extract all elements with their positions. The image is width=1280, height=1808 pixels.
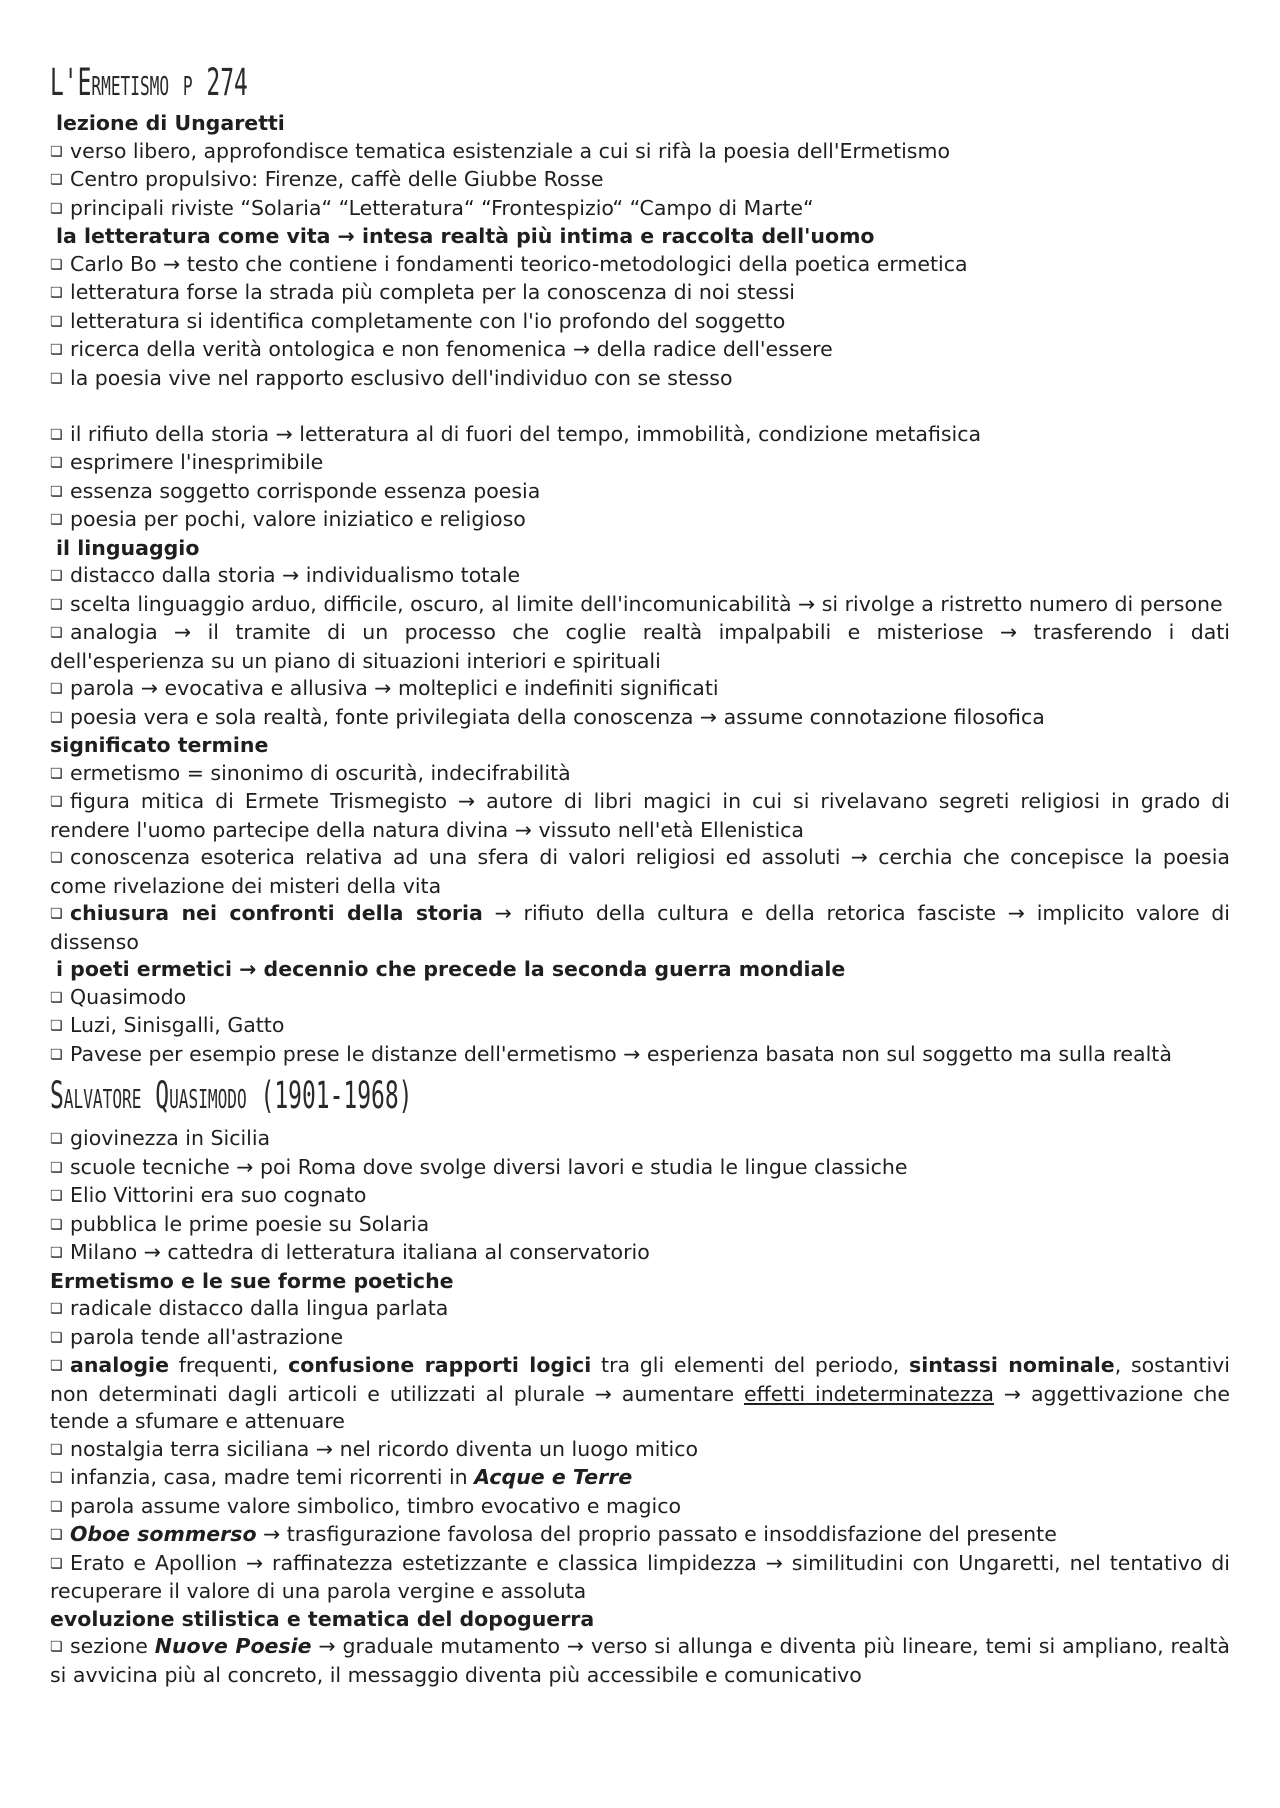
checkbox-bullet-icon: ❏ bbox=[50, 313, 63, 330]
checkbox-bullet-icon: ❏ bbox=[50, 143, 63, 160]
checkbox-bullet-icon: ❏ bbox=[50, 1046, 63, 1063]
checkbox-bullet-icon: ❏ bbox=[50, 483, 63, 500]
list-item: ❏ analogia → il tramite di un processo che coglie realtà impalpabili e misteriose → trasferendo i dati dell'esperienza su un piano di situazioni interiori e spirituali bbox=[50, 620, 1230, 673]
blank-line bbox=[50, 393, 1230, 421]
checkbox-bullet-icon: ❏ bbox=[50, 512, 63, 528]
list-item: ❏ poesia vera e sola realtà, fonte privilegiata della conoscenza → assume connotazione filosofica bbox=[50, 704, 1230, 733]
checkbox-bullet-icon: ❏ bbox=[50, 1245, 63, 1261]
subheading-significato: significato termine bbox=[50, 733, 269, 757]
list-item: ❏ parola assume valore simbolico, timbro evocativo e magico bbox=[50, 1493, 1230, 1522]
list-item: ❏ poesia per pochi, valore iniziatico e religioso bbox=[50, 506, 1230, 535]
list-item: ❏ conoscenza esoterica relativa ad una sfera di valori religiosi ed assoluti → cerchia che concepisce la poesia come rivelazione dei misteri della vita bbox=[50, 845, 1230, 898]
list-item: ❏ parola → evocativa e allusiva → molteplici e indefiniti significati bbox=[50, 675, 1230, 704]
list-item: ❏ Centro propulsivo: Firenze, caffè delle Giubbe Rosse bbox=[50, 166, 1230, 195]
subheading-evoluzione: evoluzione stilistica e tematica del dopoguerra bbox=[50, 1606, 595, 1631]
list-item: ❏ Carlo Bo → testo che contiene i fondamenti teorico-metodologici della poetica ermetica bbox=[50, 251, 1230, 280]
checkbox-bullet-icon: ❏ bbox=[50, 681, 63, 697]
checkbox-bullet-icon: ❏ bbox=[50, 1441, 63, 1458]
list-item: ❏ il rifiuto della storia → letteratura al di fuori del tempo, immobilità, condizione metafisica bbox=[50, 421, 1230, 450]
checkbox-bullet-icon: ❏ bbox=[50, 172, 63, 188]
checkbox-bullet-icon: ❏ bbox=[50, 596, 63, 613]
subheading-letteratura-vita: la letteratura come vita → intesa realtà più intima e raccolta dell'uomo bbox=[56, 224, 875, 248]
subheading-forme-poetiche: Ermetismo e le sue forme poetiche bbox=[50, 1268, 454, 1293]
checkbox-bullet-icon: ❏ bbox=[50, 1329, 63, 1346]
list-item: ❏ giovinezza in Sicilia bbox=[50, 1125, 1230, 1154]
list-item: ❏ sezione Nuove Poesie → graduale mutamento → verso si allunga e diventa più lineare, temi si ampliano, realtà si avvicina più al concreto, il messaggio diventa più accessibile e comunicativo bbox=[50, 1634, 1230, 1687]
list-item: ❏ Luzi, Sinisgalli, Gatto bbox=[50, 1012, 1230, 1041]
section-title-quasimodo: Salvatore Quasimodo (1901-1968) bbox=[50, 1074, 413, 1117]
subheading-linguaggio: il linguaggio bbox=[56, 535, 200, 560]
checkbox-bullet-icon: ❏ bbox=[50, 1018, 63, 1034]
checkbox-bullet-icon: ❏ bbox=[50, 765, 63, 782]
list-item: ❏ infanzia, casa, madre temi ricorrenti in Acque e Terre bbox=[50, 1464, 1230, 1493]
checkbox-bullet-icon: ❏ bbox=[50, 850, 63, 866]
list-item: ❏ scuole tecniche → poi Roma dove svolge diversi lavori e studia le lingue classiche bbox=[50, 1154, 1230, 1183]
list-item: ❏ radicale distacco dalla lingua parlata bbox=[50, 1295, 1230, 1324]
list-item: ❏ analogie frequenti, confusione rapporti logici tra gli elementi del periodo, sintassi nominale, sostantivi non determinati dagli articoli e utilizzati al plurale → aumentare effetti indeterminatezza → aggettivazione che tende a sfumare e attenuare bbox=[50, 1353, 1231, 1433]
checkbox-bullet-icon: ❏ bbox=[50, 568, 63, 584]
list-item: ❏ pubblica le prime poesie su Solaria bbox=[50, 1211, 1230, 1240]
list-item: ❏ letteratura si identifica completamente con l'io profondo del soggetto bbox=[50, 308, 1230, 337]
checkbox-bullet-icon: ❏ bbox=[50, 1216, 63, 1233]
checkbox-bullet-icon: ❏ bbox=[50, 256, 63, 273]
section-title-ermetismo: L'Ermetismo p 274 bbox=[50, 61, 248, 104]
list-item: ❏ ermetismo = sinonimo di oscurità, indecifrabilità bbox=[50, 760, 1230, 789]
checkbox-bullet-icon: ❏ bbox=[50, 989, 63, 1006]
list-item: ❏ esprimere l'inesprimibile bbox=[50, 449, 1230, 478]
checkbox-bullet-icon: ❏ bbox=[50, 1188, 63, 1204]
checkbox-bullet-icon: ❏ bbox=[50, 1131, 63, 1147]
list-item: ❏ verso libero, approfondisce tematica esistenziale a cui si rifà la poesia dell'Ermetismo bbox=[50, 138, 1230, 167]
checkbox-bullet-icon: ❏ bbox=[50, 1470, 63, 1486]
list-item: ❏ chiusura nei confronti della storia → rifiuto della cultura e della retorica fasciste → implicito valore di dissenso bbox=[50, 901, 1231, 954]
list-item: ❏ la poesia vive nel rapporto esclusivo dell'individuo con se stesso bbox=[50, 365, 1230, 394]
list-item: ❏ Erato e Apollion → raffinatezza estetizzante e classica limpidezza → similitudini con Ungaretti, nel tentativo di recuperare il valore di una parola vergine e assoluta bbox=[50, 1550, 1230, 1603]
subheading-ungaretti: lezione di Ungaretti bbox=[56, 111, 285, 135]
checkbox-bullet-icon: ❏ bbox=[50, 370, 63, 387]
checkbox-bullet-icon: ❏ bbox=[50, 455, 63, 471]
checkbox-bullet-icon: ❏ bbox=[50, 709, 63, 726]
checkbox-bullet-icon: ❏ bbox=[50, 1555, 63, 1572]
checkbox-bullet-icon: ❏ bbox=[50, 1159, 63, 1176]
subheading-poeti-ermetici: i poeti ermetici → decennio che precede la seconda guerra mondiale bbox=[56, 957, 846, 981]
checkbox-bullet-icon: ❏ bbox=[50, 794, 63, 810]
list-item: ❏ distacco dalla storia → individualismo totale bbox=[50, 562, 1230, 591]
checkbox-bullet-icon: ❏ bbox=[50, 200, 63, 217]
checkbox-bullet-icon: ❏ bbox=[50, 1498, 63, 1515]
checkbox-bullet-icon: ❏ bbox=[50, 426, 63, 443]
list-item: ❏ scelta linguaggio arduo, difficile, oscuro, al limite dell'incomunicabilità → si rivolge a ristretto numero di persone bbox=[50, 591, 1230, 620]
list-item: ❏ parola tende all'astrazione bbox=[50, 1324, 1230, 1353]
checkbox-bullet-icon: ❏ bbox=[50, 1301, 63, 1317]
checkbox-bullet-icon: ❏ bbox=[50, 342, 63, 358]
list-item: ❏ Oboe sommerso → trasfigurazione favolosa del proprio passato e insoddisfazione del presente bbox=[50, 1521, 1230, 1550]
list-item: ❏ principali riviste “Solaria“ “Letteratura“ “Frontespizio“ “Campo di Marte“ bbox=[50, 195, 1230, 224]
list-item: ❏ Milano → cattedra di letteratura italiana al conservatorio bbox=[50, 1239, 1230, 1268]
list-item: ❏ Elio Vittorini era suo cognato bbox=[50, 1182, 1230, 1211]
checkbox-bullet-icon: ❏ bbox=[50, 1639, 63, 1655]
list-item: ❏ nostalgia terra siciliana → nel ricordo diventa un luogo mitico bbox=[50, 1436, 1230, 1465]
list-item: ❏ letteratura forse la strada più completa per la conoscenza di noi stessi bbox=[50, 279, 1230, 308]
list-item: ❏ ricerca della verità ontologica e non fenomenica → della radice dell'essere bbox=[50, 336, 1230, 365]
list-item: ❏ figura mitica di Ermete Trismegisto → autore di libri magici in cui si rivelavano segreti religiosi in grado di rendere l'uomo partecipe della natura divina → vissuto nell'età Ellenistica bbox=[50, 789, 1230, 842]
checkbox-bullet-icon: ❏ bbox=[50, 1527, 63, 1543]
checkbox-bullet-icon: ❏ bbox=[50, 285, 63, 301]
checkbox-bullet-icon: ❏ bbox=[50, 906, 63, 922]
checkbox-bullet-icon: ❏ bbox=[50, 1358, 63, 1374]
checkbox-bullet-icon: ❏ bbox=[50, 625, 63, 641]
list-item: ❏ essenza soggetto corrisponde essenza poesia bbox=[50, 478, 1230, 507]
list-item: ❏ Pavese per esempio prese le distanze dell'ermetismo → esperienza basata non sul soggetto ma sulla realtà bbox=[50, 1041, 1230, 1070]
list-item: ❏ Quasimodo bbox=[50, 984, 1230, 1013]
